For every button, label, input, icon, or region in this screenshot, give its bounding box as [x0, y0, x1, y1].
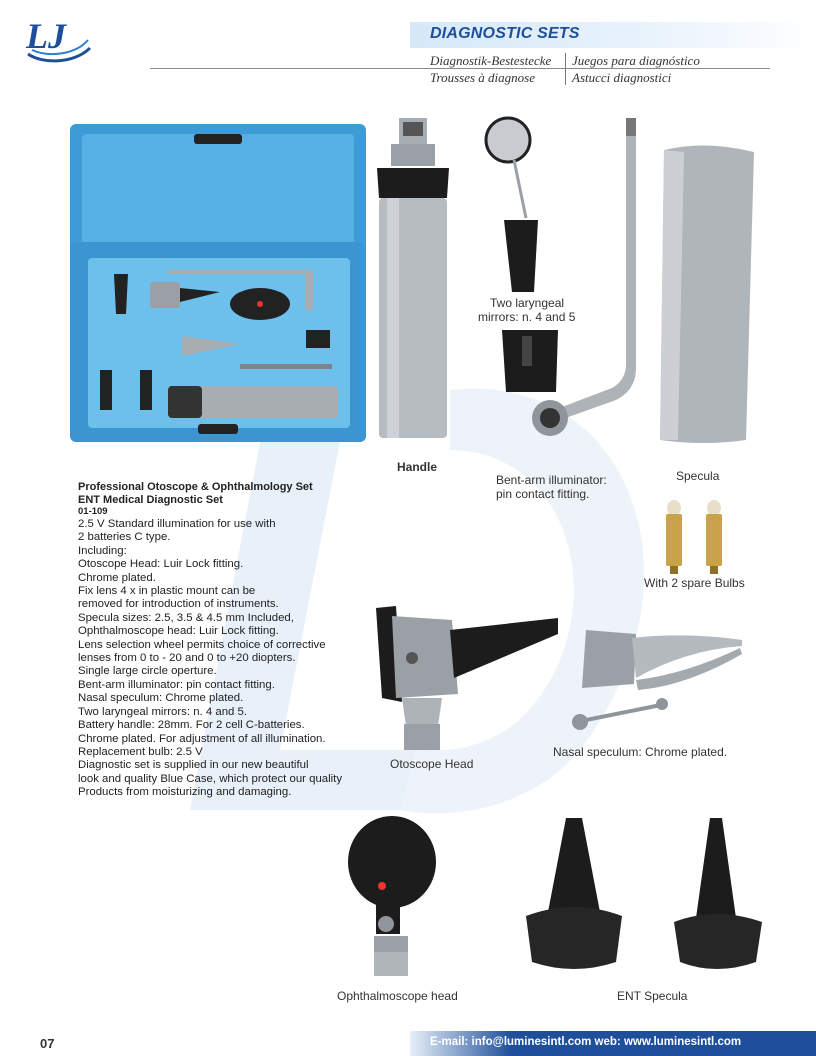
subtitle-es: Juegos para diagnóstico [572, 53, 700, 68]
caption-bulbs: With 2 spare Bulbs [644, 576, 745, 590]
description-line: Specula sizes: 2.5, 3.5 & 4.5 mm Included, [78, 611, 294, 624]
caption-otoscope: Otoscope Head [390, 757, 474, 771]
description-line: Bent-arm illuminator: pin contact fitting. [78, 678, 275, 691]
specula-image [654, 144, 758, 446]
caption-ophthalmoscope: Ophthalmoscope head [337, 989, 458, 1003]
handle-image [375, 118, 453, 444]
caption-mirrors-2: mirrors: n. 4 and 5 [478, 310, 576, 324]
logo-text: LJ [26, 16, 66, 56]
subtitle-it: Astucci diagnostici [572, 70, 672, 85]
product-title-line2: ENT Medical Diagnostic Set [78, 493, 223, 506]
product-description [78, 518, 368, 800]
spare-bulbs-image [660, 500, 730, 576]
caption-specula: Specula [676, 469, 720, 483]
ophthalmoscope-head-image [346, 812, 442, 978]
subtitle-fr: Trousses à diagnose [430, 70, 535, 85]
bent-arm-illuminator-image [520, 118, 645, 438]
page-number: 07 [40, 1036, 55, 1051]
caption-mirrors-1: Two laryngeal [490, 296, 565, 310]
description-line: lenses from 0 to - 20 and 0 to +20 diopters. [78, 652, 296, 665]
description-line: 2 batteries C type. [78, 531, 171, 544]
description-line: Chrome plated. [78, 571, 156, 584]
header-rule [150, 68, 770, 69]
caption-handle: Handle [397, 460, 438, 474]
header-divider [565, 53, 566, 85]
nasal-speculum-image [566, 624, 746, 736]
description-line: Fix lens 4 x in plastic mount can be [78, 585, 256, 598]
blue-case-image [70, 124, 366, 444]
otoscope-head-image [372, 606, 562, 752]
description-line: 2.5 V Standard illumination for use with [78, 518, 276, 530]
subtitle-de: Diagnostik-Bestestecke [430, 53, 552, 68]
description-line: Single large circle operture. [78, 665, 217, 678]
description-line: Nasal speculum: Chrome plated. [78, 692, 244, 705]
description-line: Including: [78, 544, 127, 557]
description-line: Lens selection wheel permits choice of corrective [78, 638, 326, 651]
description-line: Diagnostic set is supplied in our new beautiful [78, 759, 309, 772]
ent-specula-image [522, 816, 766, 976]
product-title [78, 481, 313, 506]
description-line: Products from moisturizing and damaging. [78, 786, 292, 799]
company-logo [22, 10, 96, 66]
caption-bent-arm-1: Bent-arm illuminator: [496, 473, 607, 487]
description-line: Battery handle: 28mm. For 2 cell C-batteries. [78, 719, 305, 732]
caption-nasal: Nasal speculum: Chrome plated. [553, 745, 728, 759]
description-line: Replacement bulb: 2.5 V [78, 745, 203, 758]
description-line: Two laryngeal mirrors: n. 4 and 5. [78, 705, 248, 718]
description-line: removed for introduction of instruments. [78, 598, 279, 611]
caption-bent-arm-2: pin contact fitting. [496, 487, 590, 501]
product-code: 01-109 [78, 506, 108, 517]
description-line: look and quality Blue Case, which protect our quality [78, 772, 343, 785]
description-line: Otoscope Head: Luir Lock fitting. [78, 558, 244, 571]
description-line: Ophthalmoscope head: Luir Lock fitting. [78, 625, 279, 638]
product-title-line1: Professional Otoscope & Ophthalmology Set [78, 481, 313, 493]
footer-contact: E-mail: info@luminesintl.com web: www.luminesintl.com [430, 1036, 742, 1048]
caption-ent-specula: ENT Specula [617, 989, 688, 1003]
page-title: DIAGNOSTIC SETS [430, 25, 580, 42]
description-line: Chrome plated. For adjustment of all illumination. [78, 732, 326, 745]
